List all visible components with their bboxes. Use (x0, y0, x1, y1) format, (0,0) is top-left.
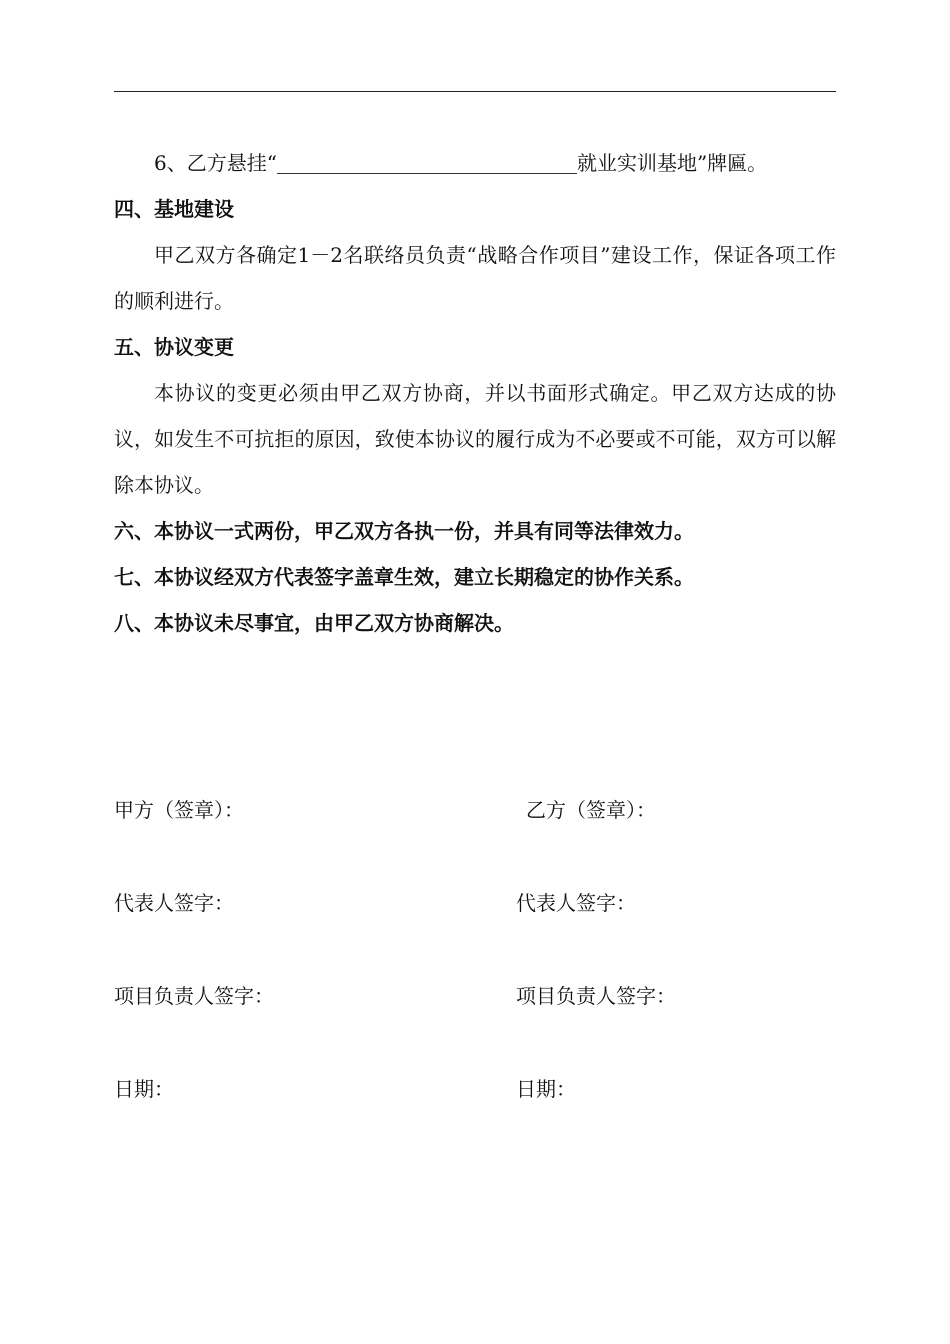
party-a-date-label: 日期： (114, 1077, 174, 1101)
clause-6-prefix: 6、乙方悬挂“ (154, 151, 277, 175)
header-rule (114, 91, 836, 92)
section-8-title: 八、本协议未尽事宜，由甲乙双方协商解决。 (114, 611, 514, 635)
document-body (114, 140, 836, 646)
section-5-title: 五、协议变更 (114, 335, 234, 359)
clause-6 (114, 140, 836, 186)
section-7-title: 七、本协议经双方代表签字盖章生效，建立长期稳定的协作关系。 (114, 565, 694, 589)
signature-row-project-lead (114, 974, 836, 1067)
party-a-representative-label: 代表人签字： (114, 891, 234, 915)
signature-row-seal (114, 788, 836, 881)
signature-row-representative (114, 881, 836, 974)
party-a-seal-label: 甲方（签章）： (114, 798, 244, 822)
section-5-body: 本协议的变更必须由甲乙双方协商，并以书面形式确定。甲乙双方达成的协议，如发生不可抗拒的原因，致使本协议的履行成为不必要或不可能，双方可以解除本协议。 (114, 381, 836, 497)
party-a-project-lead-label: 项目负责人签字： (114, 984, 274, 1008)
signature-block (114, 788, 836, 1160)
section-4-body: 甲乙双方各确定1－2名联络员负责“战略合作项目”建设工作，保证各项工作的顺利进行。 (114, 243, 836, 313)
fill-in-blank (277, 151, 577, 174)
section-6-title: 六、本协议一式两份，甲乙双方各执一份，并具有同等法律效力。 (114, 519, 694, 543)
party-b-date-label: 日期： (516, 1077, 576, 1101)
signature-row-date (114, 1067, 836, 1160)
section-4-title: 四、基地建设 (114, 197, 234, 221)
party-b-representative-label: 代表人签字： (516, 891, 636, 915)
clause-6-suffix: 就业实训基地”牌匾。 (576, 151, 768, 175)
party-b-project-lead-label: 项目负责人签字： (516, 984, 676, 1008)
party-b-seal-label: 乙方（签章）： (526, 798, 656, 822)
